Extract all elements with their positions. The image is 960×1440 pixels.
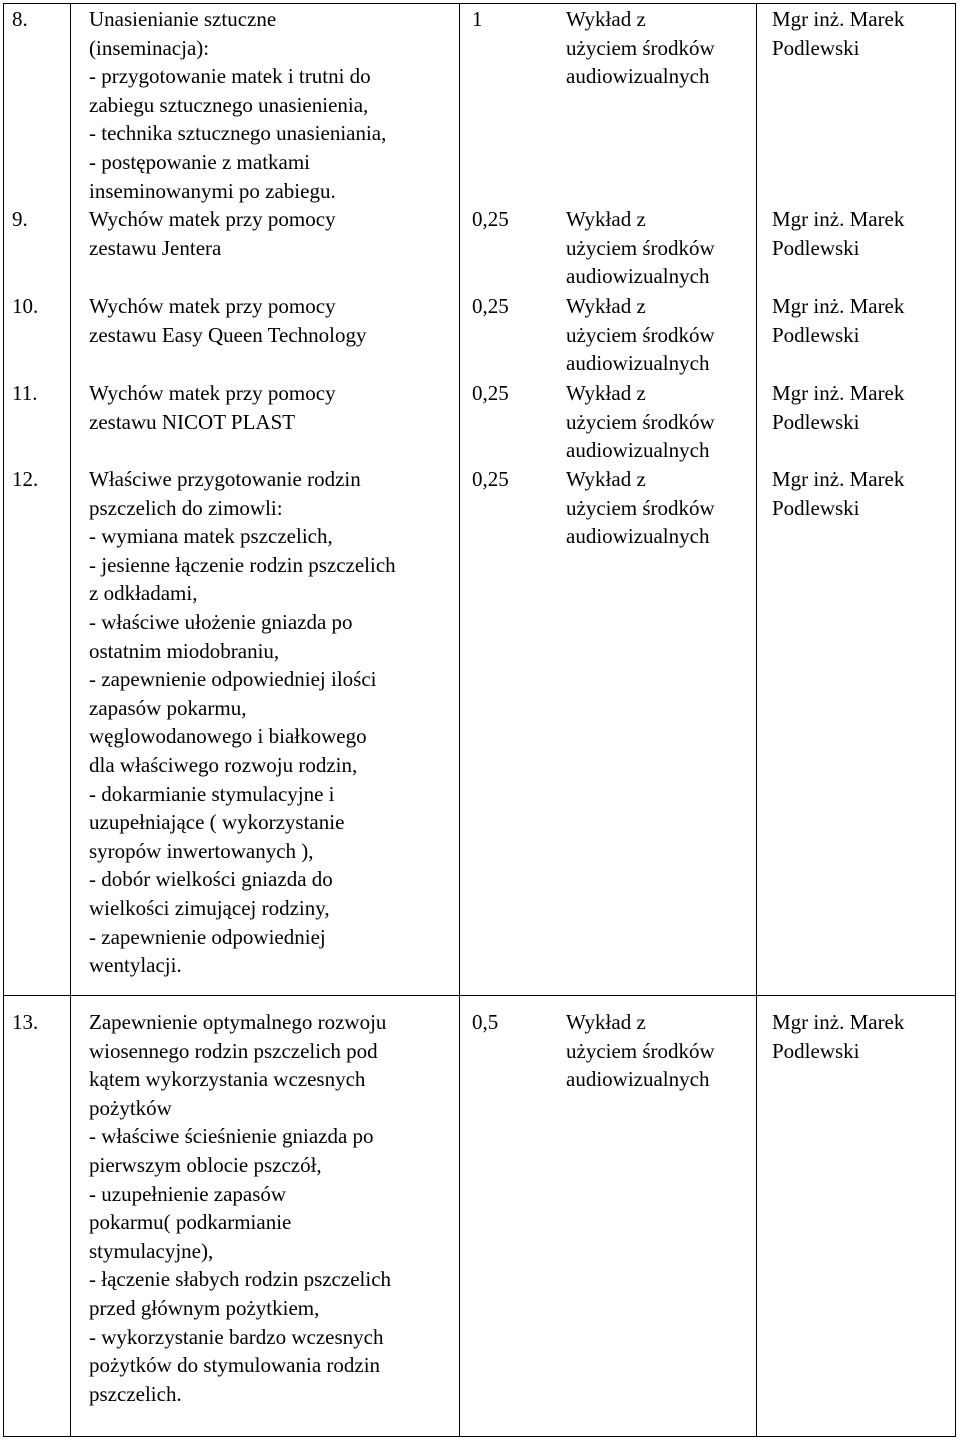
topic-cell-line: - przygotowanie matek i trutni do	[89, 64, 371, 89]
method-cell	[566, 379, 715, 465]
teacher-cell-line: Podlewski	[772, 409, 860, 434]
teacher-cell-line: Podlewski	[772, 235, 860, 260]
topic-cell-line: - technika sztucznego unasieniania,	[89, 121, 387, 146]
method-cell	[566, 5, 715, 91]
topic-cell-line: - zapewnienie odpowiedniej	[89, 924, 326, 949]
topic-cell-line: - postępowanie z matkami	[89, 149, 311, 174]
topic-cell-line: - uzupełnienie zapasów	[89, 1181, 287, 1206]
method-cell-line: użyciem środków	[566, 35, 715, 60]
topic-cell-line: pszczelich.	[89, 1381, 182, 1406]
topic-cell-line: pszczelich do zimowli:	[89, 495, 283, 520]
teacher-cell-line: Podlewski	[772, 322, 860, 347]
teacher-cell	[772, 292, 904, 349]
topic-cell-line: ostatnim miodobraniu,	[89, 638, 280, 663]
method-cell	[566, 205, 715, 291]
topic-cell-line: zabiegu sztucznego unasienienia,	[89, 92, 369, 117]
method-cell-line: audiowizualnych	[566, 1067, 710, 1092]
method-cell-line: użyciem środków	[566, 1038, 715, 1063]
hours-value: 1	[472, 7, 483, 31]
teacher-cell-line: Mgr inż. Marek	[772, 207, 905, 231]
topic-cell-line: pokarmu( podkarmianie	[89, 1210, 292, 1235]
hours-value: 0,25	[472, 467, 509, 491]
topic-cell-line: pożytków	[89, 1095, 172, 1120]
topic-cell-line: zestawu Easy Queen Technology	[89, 322, 367, 347]
hours-value: 0,25	[472, 294, 509, 318]
method-cell	[566, 292, 715, 378]
topic-cell-line: kątem wykorzystania wczesnych	[89, 1067, 366, 1092]
topic-cell-line: inseminowanymi po zabiegu.	[89, 178, 336, 203]
method-cell	[566, 1008, 715, 1094]
teacher-cell	[772, 1008, 904, 1065]
column-divider	[756, 3, 757, 1437]
teacher-cell	[772, 465, 904, 522]
topic-cell	[89, 205, 336, 262]
method-cell-line: użyciem środków	[566, 235, 715, 260]
teacher-cell-line: Mgr inż. Marek	[772, 1010, 905, 1034]
topic-cell-line: - wymiana matek pszczelich,	[89, 524, 333, 549]
topic-cell-line: przed głównym pożytkiem,	[89, 1295, 320, 1320]
row-number: 11.	[12, 381, 38, 405]
topic-cell-line: zestawu NICOT PLAST	[89, 409, 296, 434]
topic-cell-line: z odkładami,	[89, 581, 198, 606]
topic-cell-line: zapasów pokarmu,	[89, 695, 247, 720]
topic-cell-line: Właściwe przygotowanie rodzin	[89, 467, 361, 491]
method-cell-line: Wykład z	[566, 1010, 646, 1034]
topic-cell	[89, 465, 396, 980]
topic-cell-line: wiosennego rodzin pszczelich pod	[89, 1038, 378, 1063]
method-cell-line: Wykład z	[566, 207, 646, 231]
hours-value: 0,25	[472, 381, 509, 405]
topic-cell-line: Wychów matek przy pomocy	[89, 294, 336, 318]
method-cell-line: Wykład z	[566, 294, 646, 318]
method-cell-line: użyciem środków	[566, 322, 715, 347]
teacher-cell-line: Podlewski	[772, 495, 860, 520]
column-divider	[459, 3, 460, 1437]
method-cell	[566, 465, 715, 551]
topic-cell-line: Zapewnienie optymalnego rozwoju	[89, 1010, 387, 1034]
method-cell-line: Wykład z	[566, 467, 646, 491]
topic-cell-line: wentylacji.	[89, 953, 182, 978]
topic-cell-line: pożytków do stymulowania rodzin	[89, 1353, 381, 1378]
hours-value: 0,5	[472, 1010, 499, 1034]
method-cell-line: audiowizualnych	[566, 351, 710, 376]
topic-cell-line: stymulacyjne),	[89, 1238, 214, 1263]
topic-cell-line: pierwszym oblocie pszczół,	[89, 1152, 322, 1177]
method-cell-line: Wykład z	[566, 7, 646, 31]
topic-cell-line: - wykorzystanie bardzo wczesnych	[89, 1324, 384, 1349]
topic-cell-line: - jesienne łączenie rodzin pszczelich	[89, 552, 396, 577]
topic-cell	[89, 292, 366, 349]
method-cell-line: użyciem środków	[566, 409, 715, 434]
topic-cell-line: - właściwe ułożenie gniazda po	[89, 609, 353, 634]
topic-cell-line: zestawu Jentera	[89, 235, 222, 260]
method-cell-line: użyciem środków	[566, 495, 715, 520]
teacher-cell-line: Podlewski	[772, 35, 860, 60]
teacher-cell-line: Mgr inż. Marek	[772, 7, 905, 31]
topic-cell-line: - dobór wielkości gniazda do	[89, 867, 333, 892]
topic-cell	[89, 1008, 391, 1408]
teacher-cell-line: Mgr inż. Marek	[772, 381, 905, 405]
topic-cell-line: Wychów matek przy pomocy	[89, 207, 336, 231]
topic-cell-line: wielkości zimującej rodziny,	[89, 895, 330, 920]
method-cell-line: audiowizualnych	[566, 64, 710, 89]
teacher-cell	[772, 205, 904, 262]
topic-cell-line: - zapewnienie odpowiedniej ilości	[89, 667, 377, 692]
hours-value: 0,25	[472, 207, 509, 231]
row-divider	[3, 995, 956, 996]
teacher-cell	[772, 379, 904, 436]
teacher-cell-line: Mgr inż. Marek	[772, 467, 905, 491]
topic-cell-line: dla właściwego rozwoju rodzin,	[89, 752, 358, 777]
topic-cell-line: Unasienianie sztuczne	[89, 7, 277, 31]
column-divider	[70, 3, 71, 1437]
teacher-cell	[772, 5, 904, 62]
method-cell-line: audiowizualnych	[566, 524, 710, 549]
topic-cell-line: - łączenie słabych rodzin pszczelich	[89, 1267, 392, 1292]
row-number: 9.	[12, 207, 28, 231]
topic-cell-line: - właściwe ścieśnienie gniazda po	[89, 1124, 374, 1149]
method-cell-line: audiowizualnych	[566, 438, 710, 463]
topic-cell-line: (inseminacja):	[89, 35, 210, 60]
topic-cell-line: Wychów matek przy pomocy	[89, 381, 336, 405]
row-number: 10.	[12, 294, 39, 318]
method-cell-line: Wykład z	[566, 381, 646, 405]
topic-cell	[89, 379, 336, 436]
topic-cell-line: węglowodanowego i białkowego	[89, 724, 367, 749]
teacher-cell-line: Mgr inż. Marek	[772, 294, 905, 318]
topic-cell-line: - dokarmianie stymulacyjne i	[89, 781, 335, 806]
topic-cell-line: uzupełniające ( wykorzystanie	[89, 810, 345, 835]
row-number: 8.	[12, 7, 28, 31]
method-cell-line: audiowizualnych	[566, 264, 710, 289]
teacher-cell-line: Podlewski	[772, 1038, 860, 1063]
topic-cell-line: syropów inwertowanych ),	[89, 838, 314, 863]
topic-cell	[89, 5, 386, 205]
row-number: 13.	[12, 1010, 39, 1034]
row-number: 12.	[12, 467, 39, 491]
